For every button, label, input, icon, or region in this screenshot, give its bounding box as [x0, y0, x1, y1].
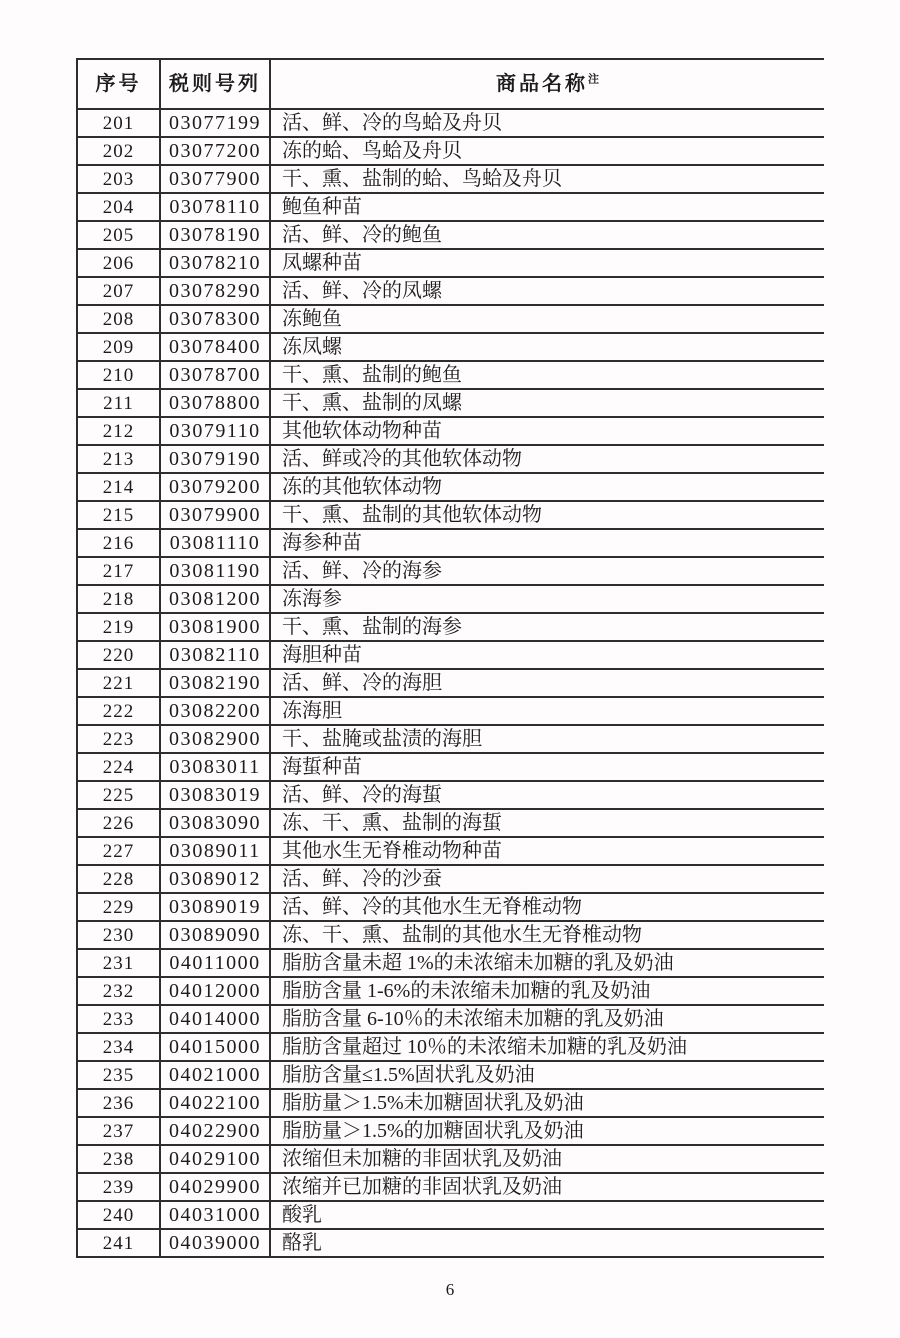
- cell-index: 220: [77, 641, 160, 669]
- table-row: [77, 389, 824, 417]
- table-row: [77, 193, 824, 221]
- column-header-name-text: 商品名称: [496, 73, 588, 95]
- cell-index: 234: [77, 1033, 160, 1061]
- table-row: [77, 305, 824, 333]
- cell-code: 03081110: [160, 529, 270, 557]
- cell-index: 207: [77, 277, 160, 305]
- cell-name: 脂肪含量未超 1%的未浓缩未加糖的乳及奶油: [270, 949, 824, 977]
- cell-index: 210: [77, 361, 160, 389]
- cell-name: 活、鲜或冷的其他软体动物: [270, 445, 824, 473]
- cell-name: 干、熏、盐制的蛤、鸟蛤及舟贝: [270, 165, 824, 193]
- table-row: [77, 753, 824, 781]
- cell-index: 219: [77, 613, 160, 641]
- cell-code: 03082900: [160, 725, 270, 753]
- cell-name: 冻海胆: [270, 697, 824, 725]
- column-header-footnote-mark: 注: [588, 73, 599, 86]
- cell-index: 226: [77, 809, 160, 837]
- cell-code: 04012000: [160, 977, 270, 1005]
- cell-index: 204: [77, 193, 160, 221]
- table-row: [77, 977, 824, 1005]
- cell-code: 03079190: [160, 445, 270, 473]
- table-row: [77, 1145, 824, 1173]
- table-row: [77, 277, 824, 305]
- cell-code: 03083011: [160, 753, 270, 781]
- cell-index: 211: [77, 389, 160, 417]
- table-row: [77, 1033, 824, 1061]
- cell-index: 214: [77, 473, 160, 501]
- cell-index: 233: [77, 1005, 160, 1033]
- cell-name: 干、熏、盐制的鲍鱼: [270, 361, 824, 389]
- cell-code: 03078300: [160, 305, 270, 333]
- cell-name: 活、鲜、冷的海胆: [270, 669, 824, 697]
- header-row: [77, 59, 824, 109]
- table-row: [77, 1061, 824, 1089]
- cell-index: 230: [77, 921, 160, 949]
- table-row: [77, 921, 824, 949]
- cell-code: 03078400: [160, 333, 270, 361]
- cell-code: 03083019: [160, 781, 270, 809]
- cell-index: 215: [77, 501, 160, 529]
- cell-name: 活、鲜、冷的沙蚕: [270, 865, 824, 893]
- table-row: [77, 501, 824, 529]
- cell-name: 其他软体动物种苗: [270, 417, 824, 445]
- cell-name: 冻海参: [270, 585, 824, 613]
- cell-index: 231: [77, 949, 160, 977]
- cell-name: 冻的其他软体动物: [270, 473, 824, 501]
- cell-name: 其他水生无脊椎动物种苗: [270, 837, 824, 865]
- cell-name: 酸乳: [270, 1201, 824, 1229]
- cell-code: 04029100: [160, 1145, 270, 1173]
- cell-code: 04039000: [160, 1229, 270, 1257]
- cell-code: 04014000: [160, 1005, 270, 1033]
- table-body: [77, 109, 824, 1257]
- cell-name: 脂肪量＞1.5%未加糖固状乳及奶油: [270, 1089, 824, 1117]
- table-row: [77, 249, 824, 277]
- cell-name: 干、熏、盐制的其他软体动物: [270, 501, 824, 529]
- cell-index: 239: [77, 1173, 160, 1201]
- cell-name: 冻、干、熏、盐制的海蜇: [270, 809, 824, 837]
- cell-index: 237: [77, 1117, 160, 1145]
- cell-index: 213: [77, 445, 160, 473]
- cell-name: 脂肪含量超过 10％的未浓缩未加糖的乳及奶油: [270, 1033, 824, 1061]
- cell-name: 脂肪含量 1-6%的未浓缩未加糖的乳及奶油: [270, 977, 824, 1005]
- cell-code: 03081190: [160, 557, 270, 585]
- column-header-index: 序号: [77, 59, 160, 109]
- cell-index: 232: [77, 977, 160, 1005]
- cell-index: 227: [77, 837, 160, 865]
- cell-name: 活、鲜、冷的海参: [270, 557, 824, 585]
- cell-name: 浓缩并已加糖的非固状乳及奶油: [270, 1173, 824, 1201]
- cell-name: 活、鲜、冷的其他水生无脊椎动物: [270, 893, 824, 921]
- table-row: [77, 221, 824, 249]
- cell-index: 216: [77, 529, 160, 557]
- cell-name: 冻凤螺: [270, 333, 824, 361]
- cell-code: 03079200: [160, 473, 270, 501]
- cell-name: 海蜇种苗: [270, 753, 824, 781]
- cell-name: 冻、干、熏、盐制的其他水生无脊椎动物: [270, 921, 824, 949]
- tariff-table: [76, 58, 824, 1258]
- cell-name: 浓缩但未加糖的非固状乳及奶油: [270, 1145, 824, 1173]
- cell-index: 221: [77, 669, 160, 697]
- cell-code: 04022100: [160, 1089, 270, 1117]
- cell-name: 凤螺种苗: [270, 249, 824, 277]
- table-row: [77, 1117, 824, 1145]
- cell-index: 223: [77, 725, 160, 753]
- table-row: [77, 641, 824, 669]
- table-row: [77, 529, 824, 557]
- cell-name: 冻的蛤、鸟蛤及舟贝: [270, 137, 824, 165]
- cell-index: 224: [77, 753, 160, 781]
- cell-code: 03089019: [160, 893, 270, 921]
- cell-index: 238: [77, 1145, 160, 1173]
- cell-index: 218: [77, 585, 160, 613]
- table-row: [77, 333, 824, 361]
- cell-code: 03077200: [160, 137, 270, 165]
- cell-name: 活、鲜、冷的海蜇: [270, 781, 824, 809]
- table-row: [77, 137, 824, 165]
- cell-code: 03089012: [160, 865, 270, 893]
- cell-name: 酪乳: [270, 1229, 824, 1257]
- table-row: [77, 1201, 824, 1229]
- table-row: [77, 865, 824, 893]
- cell-index: 208: [77, 305, 160, 333]
- cell-code: 04022900: [160, 1117, 270, 1145]
- cell-index: 236: [77, 1089, 160, 1117]
- cell-code: 03089011: [160, 837, 270, 865]
- cell-index: 241: [77, 1229, 160, 1257]
- cell-code: 03082200: [160, 697, 270, 725]
- cell-code: 03077199: [160, 109, 270, 137]
- cell-name: 干、熏、盐制的凤螺: [270, 389, 824, 417]
- cell-name: 活、鲜、冷的凤螺: [270, 277, 824, 305]
- cell-name: 冻鲍鱼: [270, 305, 824, 333]
- cell-code: 03089090: [160, 921, 270, 949]
- table-row: [77, 613, 824, 641]
- cell-code: 04021000: [160, 1061, 270, 1089]
- cell-index: 222: [77, 697, 160, 725]
- cell-name: 脂肪含量 6-10％的未浓缩未加糖的乳及奶油: [270, 1005, 824, 1033]
- cell-index: 202: [77, 137, 160, 165]
- cell-index: 217: [77, 557, 160, 585]
- cell-name: 脂肪含量≤1.5%固状乳及奶油: [270, 1061, 824, 1089]
- table-row: [77, 1173, 824, 1201]
- cell-name: 干、盐腌或盐渍的海胆: [270, 725, 824, 753]
- cell-code: 03082110: [160, 641, 270, 669]
- table-row: [77, 109, 824, 137]
- cell-code: 03081200: [160, 585, 270, 613]
- cell-code: 03078290: [160, 277, 270, 305]
- cell-code: 04029900: [160, 1173, 270, 1201]
- cell-index: 228: [77, 865, 160, 893]
- cell-name: 海参种苗: [270, 529, 824, 557]
- cell-code: 03078210: [160, 249, 270, 277]
- table-row: [77, 473, 824, 501]
- table-row: [77, 725, 824, 753]
- cell-code: 03078700: [160, 361, 270, 389]
- cell-index: 229: [77, 893, 160, 921]
- table-row: [77, 585, 824, 613]
- table-row: [77, 781, 824, 809]
- cell-code: 03081900: [160, 613, 270, 641]
- table-row: [77, 669, 824, 697]
- table-row: [77, 1089, 824, 1117]
- cell-name: 脂肪量＞1.5%的加糖固状乳及奶油: [270, 1117, 824, 1145]
- cell-code: 04011000: [160, 949, 270, 977]
- column-header-code: 税则号列: [160, 59, 270, 109]
- page-number: 6: [445, 1280, 455, 1299]
- cell-name: 海胆种苗: [270, 641, 824, 669]
- cell-index: 212: [77, 417, 160, 445]
- cell-code: 03079110: [160, 417, 270, 445]
- table-row: [77, 697, 824, 725]
- cell-code: 04015000: [160, 1033, 270, 1061]
- cell-code: 03078190: [160, 221, 270, 249]
- cell-name: 活、鲜、冷的鸟蛤及舟贝: [270, 109, 824, 137]
- table-row: [77, 837, 824, 865]
- column-header-name: [270, 59, 824, 109]
- cell-index: 206: [77, 249, 160, 277]
- cell-index: 203: [77, 165, 160, 193]
- table-row: [77, 417, 824, 445]
- cell-code: 04031000: [160, 1201, 270, 1229]
- cell-name: 鲍鱼种苗: [270, 193, 824, 221]
- table-row: [77, 1229, 824, 1257]
- cell-code: 03082190: [160, 669, 270, 697]
- table-row: [77, 1005, 824, 1033]
- cell-index: 209: [77, 333, 160, 361]
- cell-code: 03078800: [160, 389, 270, 417]
- table-row: [77, 809, 824, 837]
- table-row: [77, 557, 824, 585]
- table-row: [77, 949, 824, 977]
- cell-code: 03083090: [160, 809, 270, 837]
- cell-index: 225: [77, 781, 160, 809]
- cell-code: 03078110: [160, 193, 270, 221]
- cell-code: 03077900: [160, 165, 270, 193]
- table-row: [77, 445, 824, 473]
- cell-code: 03079900: [160, 501, 270, 529]
- cell-index: 201: [77, 109, 160, 137]
- cell-index: 205: [77, 221, 160, 249]
- cell-index: 235: [77, 1061, 160, 1089]
- cell-name: 干、熏、盐制的海参: [270, 613, 824, 641]
- table-row: [77, 893, 824, 921]
- cell-name: 活、鲜、冷的鲍鱼: [270, 221, 824, 249]
- table-row: [77, 361, 824, 389]
- table-row: [77, 165, 824, 193]
- cell-index: 240: [77, 1201, 160, 1229]
